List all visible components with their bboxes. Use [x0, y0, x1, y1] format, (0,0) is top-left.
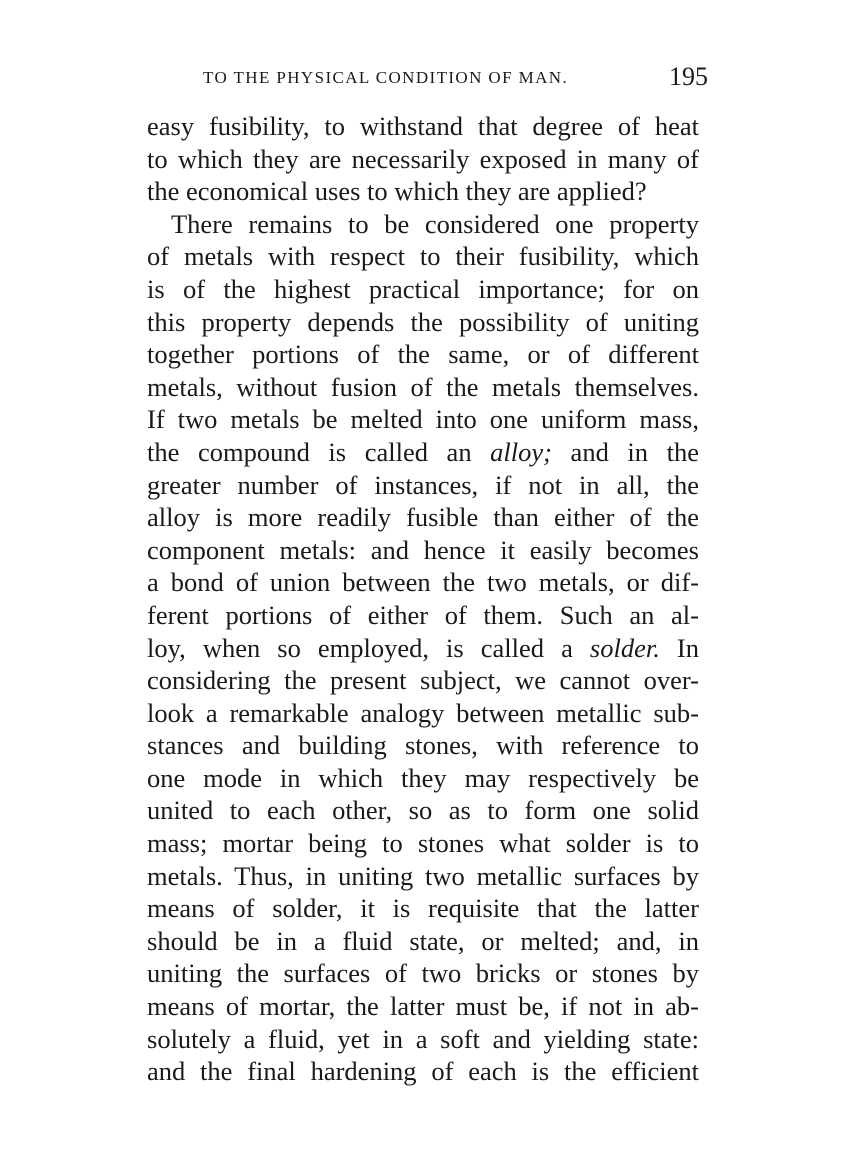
text-segment: In: [659, 632, 700, 663]
paragraph-first-line: There remains to be considered one property: [171, 208, 699, 239]
text-line: together portions of the same, or of different: [147, 339, 699, 370]
body-text: [147, 110, 699, 1088]
italic-term-solder: solder.: [589, 632, 660, 663]
text-line-with-italic: [147, 632, 699, 665]
text-line-with-italic: [147, 436, 699, 469]
text-line: greater number of instances, if not in all, the: [147, 469, 699, 500]
text-line: a bond of union between the two metals, or dif-: [147, 567, 699, 598]
text-line: solutely a fluid, yet in a soft and yielding state:: [147, 1023, 699, 1054]
text-segment: loy, when so employed, is called a: [147, 632, 590, 663]
text-line: and the final hardening of each is the efficient: [147, 1056, 699, 1087]
text-line: means of solder, it is requisite that the latter: [147, 893, 699, 924]
running-title: TO THE PHYSICAL CONDITION OF MAN.: [203, 68, 569, 87]
text-line: one mode in which they may respectively be: [147, 762, 699, 793]
text-line: means of mortar, the latter must be, if not in ab-: [147, 991, 699, 1022]
text-line: easy fusibility, to withstand that degree of heat: [147, 111, 699, 141]
text-line: this property depends the possibility of uniting: [147, 306, 699, 337]
text-line: If two metals be melted into one uniform mass,: [147, 404, 699, 435]
text-line: should be in a fluid state, or melted; and, in: [147, 925, 699, 956]
text-segment: and in the: [551, 436, 699, 467]
text-line: considering the present subject, we cannot over-: [147, 665, 699, 696]
italic-term-alloy: alloy;: [490, 436, 552, 467]
text-line: is of the highest practical importance; for on: [147, 273, 699, 304]
text-segment: the compound is called an: [147, 436, 491, 467]
running-head: [203, 60, 708, 94]
text-line: mass; mortar being to stones what solder is to: [147, 828, 699, 859]
text-line: of metals with respect to their fusibility, which: [147, 241, 699, 272]
text-line: the economical uses to which they are applied?: [147, 176, 647, 207]
text-line: united to each other, so as to form one solid: [147, 795, 699, 826]
text-line: stances and building stones, with reference to: [147, 730, 699, 761]
text-line: metals. Thus, in uniting two metallic surfaces by: [147, 860, 699, 891]
text-line: ferent portions of either of them. Such an al-: [147, 599, 699, 630]
text-line: to which they are necessarily exposed in many of: [147, 143, 699, 174]
text-line: look a remarkable analogy between metallic sub-: [147, 697, 699, 728]
text-line: metals, without fusion of the metals themselves.: [147, 371, 699, 402]
page-number: 195: [669, 62, 708, 91]
text-line: component metals: and hence it easily becomes: [147, 534, 699, 565]
text-line: alloy is more readily fusible than either of the: [147, 502, 699, 533]
text-line: uniting the surfaces of two bricks or stones by: [147, 958, 699, 989]
